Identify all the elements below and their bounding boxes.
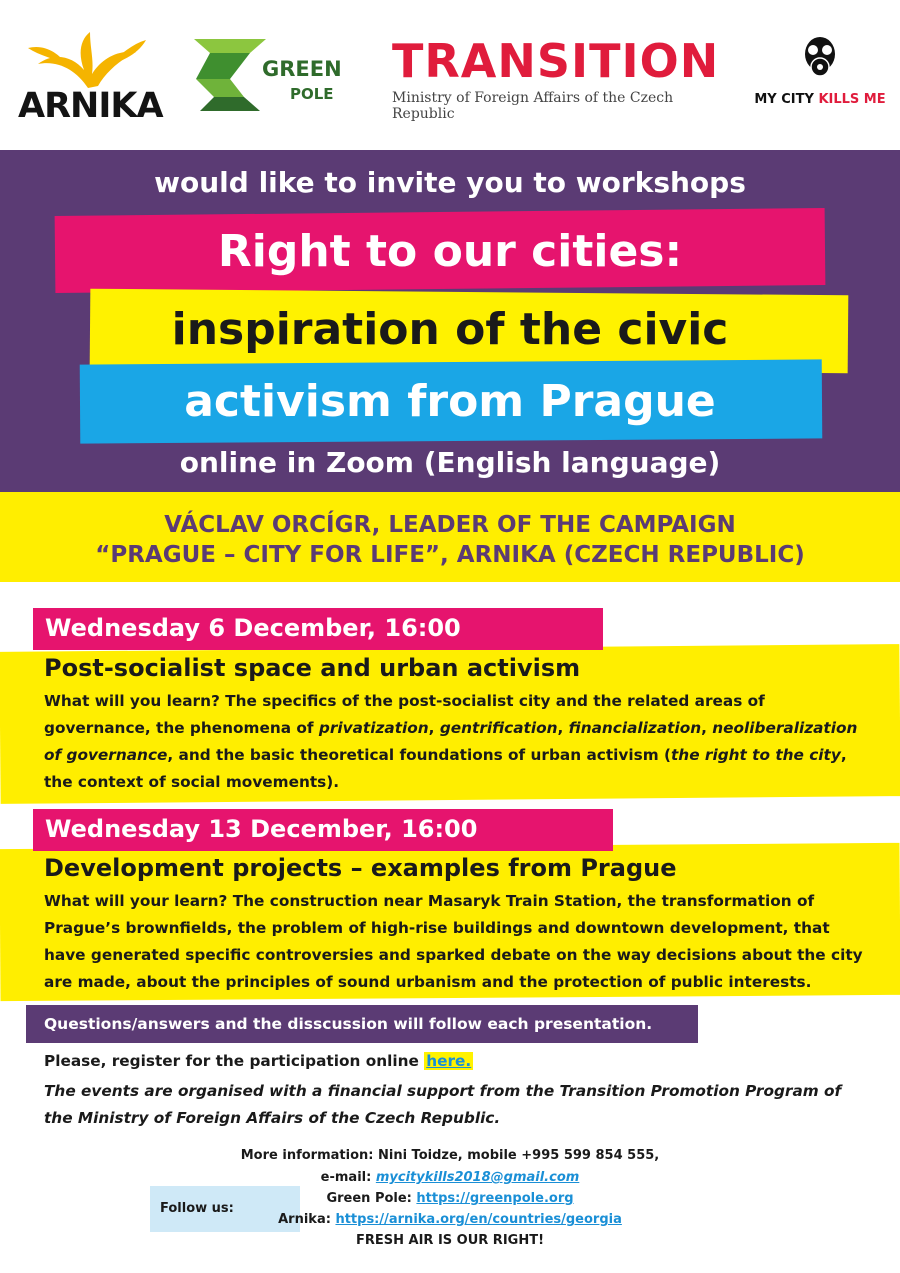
follow-us-box: Follow us: [150, 1186, 300, 1232]
qa-banner: Questions/answers and the disscussion will follow each presentation. [26, 1005, 698, 1043]
transition-subtitle: Ministry of Foreign Affairs of the Czech Republic [392, 90, 674, 122]
mycity-logo [750, 36, 890, 116]
email-line [190, 1170, 710, 1185]
term-right-to-city: the right to the city [671, 746, 841, 764]
separator: , [701, 719, 713, 737]
greenpole-logo [190, 35, 350, 115]
speaker-banner [0, 492, 900, 582]
session-1-date: Wednesday 6 December, 16:00 [33, 608, 603, 650]
greenpole-word-pole: POLE [290, 85, 334, 103]
term-neoliberalization: neoliberalization of governance [44, 719, 858, 764]
greenpole-link[interactable]: https://greenpole.org [416, 1191, 574, 1206]
arnika-wordmark: ARNIKA [18, 86, 163, 126]
title-line-3: activism from Prague [184, 376, 716, 427]
session-1-text-c: , the context of social movements). [44, 746, 847, 791]
register-link[interactable]: here. [426, 1052, 472, 1070]
term-financialization: financialization [568, 719, 702, 737]
email-link[interactable]: mycitykills2018@gmail.com [375, 1170, 580, 1185]
arnika-logo [18, 30, 163, 126]
register-text: Please, register for the participation online [44, 1052, 425, 1070]
header-banner [0, 150, 900, 492]
term-privatization: privatization [318, 719, 429, 737]
greenpole-line [190, 1191, 710, 1206]
support-note: The events are organised with a financial support from the Transition Promotion Program of the Ministry of Foreign Affairs of the Czech Republic. [44, 1082, 842, 1127]
arnika-label: Arnika: [278, 1212, 336, 1227]
session-2-title: Development projects – examples from Prague [44, 854, 677, 882]
logo-row [0, 0, 900, 150]
session-2-description: What will your learn? The construction near Masaryk Train Station, the transformation of Prague’s brownfields, the problem of high-rise buildings and downtown development, that have generated specific controversies and sparked debate on the way decisions about the city are made, about the principles of sound urbanism and the protection of public interests. [44, 892, 863, 991]
arnika-flower-icon [18, 30, 158, 90]
arnika-line [190, 1212, 710, 1227]
transition-logo [392, 34, 732, 122]
title-line-1: Right to our cities: [217, 226, 683, 277]
register-line [44, 1052, 473, 1070]
contact-info: More information: Nini Toidze, mobile +995 599 854 555, [240, 1148, 660, 1163]
email-label: e-mail: [320, 1170, 376, 1185]
invite-text: would like to invite you to workshops [154, 166, 746, 199]
greenpole-word-green: GREEN [262, 57, 342, 81]
greenpole-mark-icon [190, 35, 270, 115]
session-1-title: Post-socialist space and urban activism [44, 654, 581, 682]
separator: , [428, 719, 440, 737]
separator: , [557, 719, 569, 737]
speaker-line-1: VÁCLAV ORCÍGR, LEADER OF THE CAMPAIGN [164, 512, 736, 538]
session-1-description [44, 688, 864, 796]
mycity-accent: KILLS ME [818, 92, 886, 107]
speaker-line-2: “PRAGUE – CITY FOR LIFE”, ARNIKA (CZECH REPUBLIC) [95, 542, 805, 568]
mycity-wordmark [750, 92, 890, 107]
mycity-prefix: MY CITY [754, 92, 819, 107]
greenpole-label: Green Pole: [326, 1191, 417, 1206]
arnika-link[interactable]: https://arnika.org/en/countries/georgia [335, 1212, 622, 1227]
slogan: FRESH AIR IS OUR RIGHT! [355, 1233, 545, 1248]
title-line-2: inspiration of the civic [171, 304, 729, 355]
transition-wordmark: TRANSITION [392, 34, 720, 88]
gas-mask-icon [800, 36, 840, 80]
term-gentrification: gentrification [439, 719, 558, 737]
session-1-text-a: What will you learn? The specifics of the post-socialist city and the related areas of governance, the phenomena of [44, 692, 765, 737]
online-text: online in Zoom (English language) [179, 446, 721, 479]
session-2-date: Wednesday 13 December, 16:00 [33, 809, 613, 851]
session-1-text-b: , and the basic theoretical foundations of urban activism ( [167, 746, 671, 764]
